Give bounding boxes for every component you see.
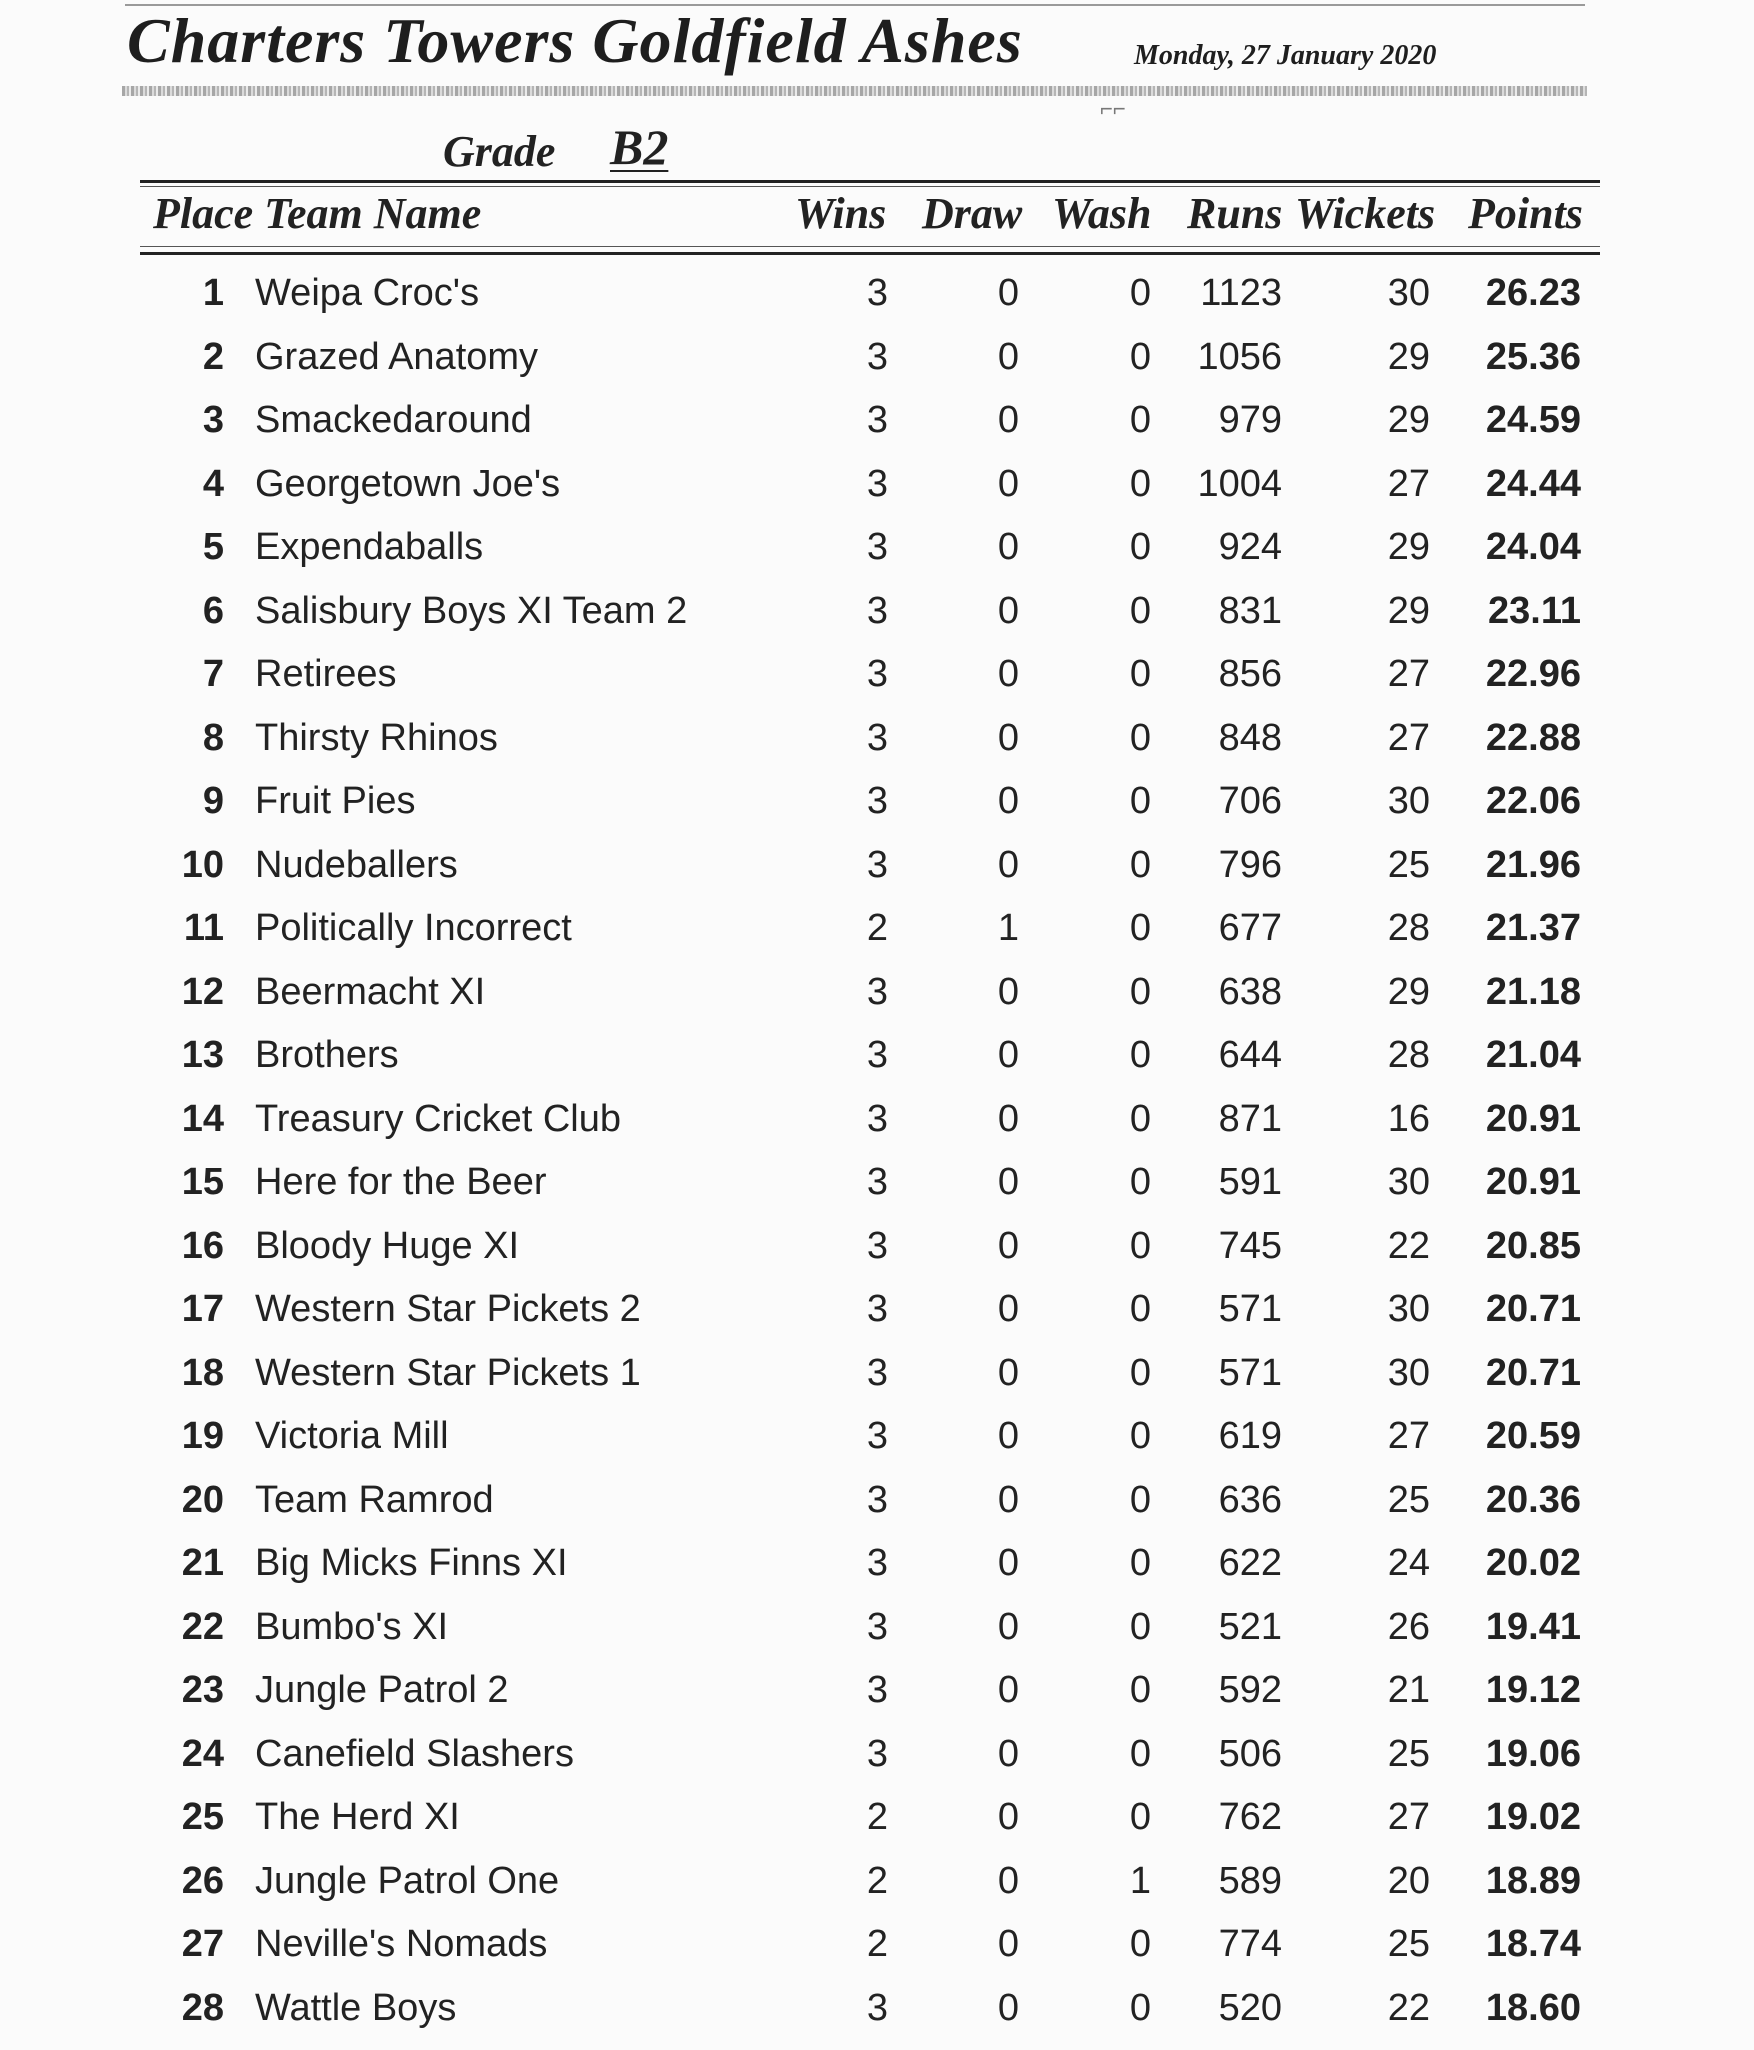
wickets-cell: 29 <box>1387 399 1430 441</box>
draw-cell: 0 <box>997 462 1019 505</box>
runs-cell: 506 <box>1218 1732 1282 1775</box>
points-cell: 21.18 <box>1485 970 1581 1013</box>
wins-cell: 3 <box>866 843 888 886</box>
points-cell: 21.04 <box>1485 1034 1581 1076</box>
table-row <box>0 1479 1754 1542</box>
team-name-cell: Canefield Slashers <box>255 1732 574 1775</box>
wash-cell: 0 <box>1129 1288 1151 1330</box>
place-cell: 14 <box>181 1097 224 1140</box>
wash-cell: 0 <box>1129 462 1151 505</box>
team-name-cell: Western Star Pickets 1 <box>255 1351 641 1394</box>
team-name-cell: Nudeballers <box>255 843 458 886</box>
wickets-cell: 24 <box>1387 1542 1430 1584</box>
page-title: Charters Towers Goldfield Ashes <box>127 5 1023 76</box>
draw-cell: 0 <box>997 1351 1019 1394</box>
col-header-place-team: Place Team Name <box>153 189 482 238</box>
wickets-cell: 27 <box>1387 1796 1430 1838</box>
runs-cell: 979 <box>1218 399 1282 441</box>
team-name-cell: Thirsty Rhinos <box>255 716 498 759</box>
wash-cell: 0 <box>1129 1161 1151 1203</box>
col-header-runs: Runs <box>1187 189 1283 238</box>
draw-cell: 1 <box>997 907 1019 949</box>
wickets-cell: 28 <box>1387 907 1430 949</box>
draw-cell: 0 <box>997 843 1019 886</box>
wickets-cell: 25 <box>1387 1478 1430 1521</box>
place-cell: 27 <box>181 1923 224 1965</box>
runs-cell: 521 <box>1218 1605 1282 1648</box>
grade-value: B2 <box>610 119 669 175</box>
wins-cell: 3 <box>866 1732 888 1775</box>
wins-cell: 2 <box>866 1796 888 1838</box>
wins-cell: 3 <box>866 1669 888 1711</box>
wins-cell: 3 <box>866 1097 888 1140</box>
wins-cell: 3 <box>866 1415 888 1457</box>
points-cell: 24.59 <box>1485 399 1581 441</box>
runs-cell: 619 <box>1218 1415 1282 1457</box>
wash-cell: 0 <box>1129 1478 1151 1521</box>
place-cell: 21 <box>181 1542 224 1584</box>
points-cell: 19.12 <box>1485 1669 1581 1711</box>
points-cell: 25.36 <box>1485 335 1581 378</box>
wash-cell: 0 <box>1129 335 1151 378</box>
table-row <box>0 526 1754 589</box>
col-header-wash: Wash <box>1052 189 1152 238</box>
wins-cell: 3 <box>866 1224 888 1267</box>
table-row <box>0 653 1754 716</box>
team-name-cell: Weipa Croc's <box>255 272 480 314</box>
draw-cell: 0 <box>997 1986 1019 2029</box>
draw-cell: 0 <box>997 1669 1019 1711</box>
draw-cell: 0 <box>997 399 1019 441</box>
scan-mark: ⌐⌐ <box>1100 96 1126 121</box>
points-cell: 19.06 <box>1485 1732 1581 1775</box>
wickets-cell: 29 <box>1387 335 1430 378</box>
draw-cell: 0 <box>997 1732 1019 1775</box>
runs-cell: 706 <box>1218 780 1282 822</box>
points-cell: 20.59 <box>1485 1415 1581 1457</box>
table-row <box>0 1542 1754 1605</box>
wash-cell: 0 <box>1129 716 1151 759</box>
wins-cell: 3 <box>866 1986 888 2029</box>
table-row <box>0 1860 1754 1923</box>
wins-cell: 3 <box>866 780 888 822</box>
place-cell: 24 <box>181 1732 224 1775</box>
team-name-cell: Expendaballs <box>255 526 484 568</box>
wins-cell: 3 <box>866 399 888 441</box>
wash-cell: 0 <box>1129 1351 1151 1394</box>
team-name-cell: Fruit Pies <box>255 780 416 822</box>
table-top-rule <box>140 180 1600 183</box>
wins-cell: 3 <box>866 653 888 695</box>
draw-cell: 0 <box>997 1605 1019 1648</box>
table-row <box>0 1034 1754 1097</box>
wins-cell: 2 <box>866 1923 888 1965</box>
wash-cell: 0 <box>1129 653 1151 695</box>
table-row <box>0 1669 1754 1732</box>
runs-cell: 1004 <box>1197 462 1282 505</box>
runs-cell: 677 <box>1218 907 1282 949</box>
runs-cell: 571 <box>1218 1288 1282 1330</box>
col-header-draw: Draw <box>922 189 1023 238</box>
place-cell: 17 <box>181 1288 224 1330</box>
runs-cell: 592 <box>1218 1669 1282 1711</box>
points-cell: 21.96 <box>1485 843 1581 886</box>
runs-cell: 848 <box>1218 716 1282 759</box>
wins-cell: 3 <box>866 272 888 314</box>
points-cell: 22.88 <box>1485 716 1581 759</box>
wickets-cell: 26 <box>1387 1605 1430 1648</box>
wins-cell: 3 <box>866 1542 888 1584</box>
draw-cell: 0 <box>997 1161 1019 1203</box>
place-cell: 19 <box>181 1415 224 1457</box>
draw-cell: 0 <box>997 1224 1019 1267</box>
team-name-cell: Here for the Beer <box>255 1161 547 1203</box>
runs-cell: 644 <box>1218 1034 1282 1076</box>
wickets-cell: 25 <box>1387 1923 1430 1965</box>
points-cell: 19.41 <box>1485 1605 1581 1648</box>
points-cell: 22.06 <box>1485 780 1581 822</box>
wins-cell: 3 <box>866 1351 888 1394</box>
wickets-cell: 30 <box>1387 780 1430 822</box>
place-cell: 28 <box>181 1986 224 2029</box>
draw-cell: 0 <box>997 272 1019 314</box>
draw-cell: 0 <box>997 1859 1019 1902</box>
wash-cell: 0 <box>1129 1034 1151 1076</box>
team-name-cell: Western Star Pickets 2 <box>255 1288 641 1330</box>
team-name-cell: Victoria Mill <box>255 1415 449 1457</box>
table-row <box>0 717 1754 780</box>
points-cell: 20.91 <box>1485 1161 1581 1203</box>
draw-cell: 0 <box>997 653 1019 695</box>
team-name-cell: Salisbury Boys XI Team 2 <box>255 589 688 632</box>
table-row <box>0 336 1754 399</box>
draw-cell: 0 <box>997 1034 1019 1076</box>
team-name-cell: Bloody Huge XI <box>255 1224 520 1267</box>
wickets-cell: 30 <box>1387 1161 1430 1203</box>
wickets-cell: 27 <box>1387 653 1430 695</box>
place-cell: 23 <box>181 1669 224 1711</box>
team-name-cell: Brothers <box>255 1034 399 1076</box>
points-cell: 18.60 <box>1485 1986 1581 2029</box>
wash-cell: 0 <box>1129 1732 1151 1775</box>
wash-cell: 0 <box>1129 1923 1151 1965</box>
draw-cell: 0 <box>997 1923 1019 1965</box>
wins-cell: 3 <box>866 589 888 632</box>
points-cell: 20.85 <box>1485 1224 1581 1267</box>
table-row <box>0 1098 1754 1161</box>
team-name-cell: Team Ramrod <box>255 1478 494 1521</box>
table-row <box>0 844 1754 907</box>
points-cell: 20.71 <box>1485 1351 1581 1394</box>
team-name-cell: Grazed Anatomy <box>255 335 539 378</box>
points-cell: 19.02 <box>1485 1796 1581 1838</box>
points-cell: 20.02 <box>1485 1542 1581 1584</box>
team-name-cell: Beermacht XI <box>255 970 486 1013</box>
wickets-cell: 22 <box>1387 1224 1430 1267</box>
team-name-cell: Big Micks Finns XI <box>255 1542 568 1584</box>
col-header-points: Points <box>1468 189 1583 238</box>
table-row <box>0 590 1754 653</box>
wash-cell: 0 <box>1129 1542 1151 1584</box>
table-row <box>0 399 1754 462</box>
place-cell: 20 <box>181 1478 224 1521</box>
runs-cell: 871 <box>1218 1097 1282 1140</box>
wickets-cell: 30 <box>1387 1288 1430 1330</box>
runs-cell: 589 <box>1218 1859 1282 1902</box>
runs-cell: 571 <box>1218 1351 1282 1394</box>
table-row <box>0 1288 1754 1351</box>
place-cell: 2 <box>202 335 224 378</box>
place-cell: 3 <box>202 399 224 441</box>
table-row <box>0 1733 1754 1796</box>
wickets-cell: 27 <box>1387 1415 1430 1457</box>
runs-cell: 1123 <box>1200 272 1282 314</box>
team-name-cell: Politically Incorrect <box>255 907 572 949</box>
report-date: Monday, 27 January 2020 <box>1134 40 1437 71</box>
wash-cell: 0 <box>1129 526 1151 568</box>
table-row <box>0 272 1754 335</box>
place-cell: 1 <box>202 272 224 314</box>
points-cell: 18.89 <box>1485 1859 1581 1902</box>
runs-cell: 796 <box>1218 843 1282 886</box>
wash-cell: 0 <box>1129 1097 1151 1140</box>
runs-cell: 1056 <box>1197 335 1282 378</box>
table-row <box>0 463 1754 526</box>
grade-label: Grade <box>443 127 556 176</box>
table-row <box>0 971 1754 1034</box>
wash-cell: 0 <box>1129 1224 1151 1267</box>
points-cell: 18.74 <box>1485 1923 1581 1965</box>
team-name-cell: Jungle Patrol One <box>255 1859 560 1902</box>
runs-cell: 636 <box>1218 1478 1282 1521</box>
wins-cell: 3 <box>866 970 888 1013</box>
wins-cell: 3 <box>866 1605 888 1648</box>
place-cell: 25 <box>181 1796 224 1838</box>
place-cell: 22 <box>181 1605 224 1648</box>
runs-cell: 774 <box>1218 1923 1282 1965</box>
draw-cell: 0 <box>997 970 1019 1013</box>
table-row <box>0 1987 1754 2050</box>
wash-cell: 0 <box>1129 780 1151 822</box>
draw-cell: 0 <box>997 1415 1019 1457</box>
team-name-cell: Smackedaround <box>255 399 532 441</box>
wickets-cell: 29 <box>1387 589 1430 632</box>
team-name-cell: The Herd XI <box>255 1796 460 1838</box>
wickets-cell: 21 <box>1387 1669 1430 1711</box>
wickets-cell: 25 <box>1387 1732 1430 1775</box>
wash-cell: 0 <box>1129 589 1151 632</box>
runs-cell: 856 <box>1218 653 1282 695</box>
points-cell: 20.36 <box>1485 1478 1581 1521</box>
title-divider <box>122 86 1587 96</box>
place-cell: 10 <box>181 843 224 886</box>
runs-cell: 520 <box>1218 1986 1282 2029</box>
wash-cell: 0 <box>1129 843 1151 886</box>
table-row <box>0 780 1754 843</box>
points-cell: 20.71 <box>1485 1288 1581 1330</box>
runs-cell: 638 <box>1218 970 1282 1013</box>
team-name-cell: Bumbo's XI <box>255 1605 449 1648</box>
table-row <box>0 1225 1754 1288</box>
table-row <box>0 907 1754 970</box>
team-name-cell: Retirees <box>255 653 397 695</box>
place-cell: 4 <box>202 462 224 505</box>
wash-cell: 0 <box>1129 272 1151 314</box>
wins-cell: 3 <box>866 526 888 568</box>
wash-cell: 0 <box>1129 1605 1151 1648</box>
wash-cell: 0 <box>1129 1669 1151 1711</box>
runs-cell: 924 <box>1218 526 1282 568</box>
wickets-cell: 27 <box>1387 716 1430 759</box>
table-top-rule-thin <box>140 186 1600 187</box>
draw-cell: 0 <box>997 335 1019 378</box>
wash-cell: 0 <box>1129 399 1151 441</box>
wins-cell: 2 <box>866 1859 888 1902</box>
wins-cell: 3 <box>866 1478 888 1521</box>
team-name-cell: Jungle Patrol 2 <box>255 1669 509 1711</box>
wins-cell: 3 <box>866 716 888 759</box>
points-cell: 20.91 <box>1485 1097 1581 1140</box>
place-cell: 6 <box>202 589 224 632</box>
wash-cell: 0 <box>1129 1796 1151 1838</box>
wickets-cell: 22 <box>1387 1986 1430 2029</box>
draw-cell: 0 <box>997 589 1019 632</box>
wickets-cell: 25 <box>1387 843 1430 886</box>
wash-cell: 0 <box>1129 1415 1151 1457</box>
team-name-cell: Treasury Cricket Club <box>255 1097 622 1140</box>
header-bottom-rule-thin <box>140 246 1600 247</box>
team-name-cell: Wattle Boys <box>255 1986 457 2029</box>
wins-cell: 3 <box>866 335 888 378</box>
table-row <box>0 1606 1754 1669</box>
team-name-cell: Georgetown Joe's <box>255 462 561 505</box>
col-header-wickets: Wickets <box>1295 189 1436 238</box>
points-cell: 22.96 <box>1485 653 1581 695</box>
wash-cell: 0 <box>1129 970 1151 1013</box>
place-cell: 5 <box>202 526 224 568</box>
table-row <box>0 1161 1754 1224</box>
runs-cell: 831 <box>1218 589 1282 632</box>
place-cell: 16 <box>181 1224 224 1267</box>
place-cell: 18 <box>181 1351 224 1394</box>
draw-cell: 0 <box>997 1796 1019 1838</box>
table-row <box>0 1415 1754 1478</box>
points-cell: 24.44 <box>1485 462 1581 505</box>
wickets-cell: 20 <box>1387 1859 1430 1902</box>
wash-cell: 0 <box>1129 907 1151 949</box>
table-row <box>0 1796 1754 1859</box>
place-cell: 26 <box>181 1859 224 1902</box>
draw-cell: 0 <box>997 780 1019 822</box>
wickets-cell: 30 <box>1387 272 1430 314</box>
col-header-wins: Wins <box>795 189 887 238</box>
points-cell: 26.23 <box>1485 272 1581 314</box>
wickets-cell: 29 <box>1387 526 1430 568</box>
place-cell: 8 <box>202 716 224 759</box>
table-row <box>0 1923 1754 1986</box>
header-bottom-rule <box>140 252 1600 255</box>
draw-cell: 0 <box>997 1478 1019 1521</box>
wash-cell: 0 <box>1129 1986 1151 2029</box>
place-cell: 12 <box>181 970 224 1013</box>
place-cell: 9 <box>202 780 224 822</box>
draw-cell: 0 <box>997 526 1019 568</box>
wins-cell: 3 <box>866 1161 888 1203</box>
draw-cell: 0 <box>997 1097 1019 1140</box>
place-cell: 11 <box>183 907 224 949</box>
points-cell: 24.04 <box>1485 526 1581 568</box>
wickets-cell: 29 <box>1387 970 1430 1013</box>
place-cell: 15 <box>181 1161 224 1203</box>
wickets-cell: 27 <box>1387 462 1430 505</box>
runs-cell: 745 <box>1218 1224 1282 1267</box>
runs-cell: 762 <box>1218 1796 1282 1838</box>
place-cell: 13 <box>181 1034 224 1076</box>
table-row <box>0 1352 1754 1415</box>
points-cell: 21.37 <box>1485 907 1581 949</box>
wash-cell: 1 <box>1129 1859 1151 1902</box>
team-name-cell: Neville's Nomads <box>255 1923 548 1965</box>
wins-cell: 3 <box>866 462 888 505</box>
wins-cell: 3 <box>866 1034 888 1076</box>
draw-cell: 0 <box>997 1288 1019 1330</box>
points-cell: 23.11 <box>1488 589 1581 632</box>
wins-cell: 2 <box>866 907 888 949</box>
runs-cell: 591 <box>1218 1161 1282 1203</box>
place-cell: 7 <box>202 653 224 695</box>
wins-cell: 3 <box>866 1288 888 1330</box>
wickets-cell: 30 <box>1387 1351 1430 1394</box>
wickets-cell: 28 <box>1387 1034 1430 1076</box>
draw-cell: 0 <box>997 1542 1019 1584</box>
draw-cell: 0 <box>997 716 1019 759</box>
runs-cell: 622 <box>1218 1542 1282 1584</box>
wickets-cell: 16 <box>1387 1097 1430 1140</box>
